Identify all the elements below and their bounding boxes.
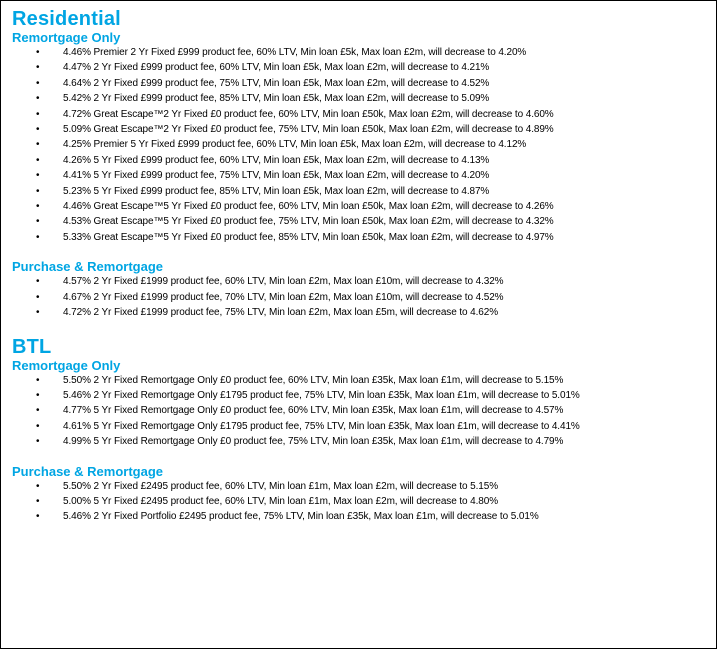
rate-item — [12, 419, 712, 434]
rate-item — [12, 274, 712, 289]
rate-item — [12, 60, 712, 75]
rate-item — [12, 373, 712, 388]
document-content — [12, 8, 712, 525]
rate-item — [12, 122, 712, 137]
rate-text: 4.72% Great Escape™2 Yr Fixed £0 product fee, 60% LTV, Min loan £50k, Max loan £2m, will decrease to 4.60% — [63, 108, 554, 120]
bullet-icon: • — [36, 436, 40, 448]
rate-item — [12, 290, 712, 305]
bullet-icon: • — [36, 139, 40, 151]
rate-text: 5.42% 2 Yr Fixed £999 product fee, 85% LTV, Min loan £5k, Max loan £2m, will decrease to 5.09% — [63, 93, 490, 105]
rate-text: 4.46% Premier 2 Yr Fixed £999 product fee, 60% LTV, Min loan £5k, Max loan £2m, will decrease to 4.20% — [63, 47, 527, 58]
rate-text: 4.41% 5 Yr Fixed £999 product fee, 75% LTV, Min loan £5k, Max loan £2m, will decrease to 4.20% — [63, 170, 490, 182]
rate-text: 4.57% 2 Yr Fixed £1999 product fee, 60% LTV, Min loan £2m, Max loan £10m, will decrease to 4.32% — [63, 276, 504, 288]
rate-item — [12, 76, 712, 91]
rate-text: 4.25% Premier 5 Yr Fixed £999 product fee, 60% LTV, Min loan £5k, Max loan £2m, will decrease to 4.12% — [63, 139, 527, 151]
bullet-icon: • — [36, 216, 40, 228]
rate-item — [12, 388, 712, 403]
bullet-icon: • — [36, 201, 40, 213]
bullet-icon: • — [36, 276, 40, 288]
rate-item — [12, 153, 712, 168]
rate-list — [12, 45, 712, 245]
bullet-icon: • — [36, 495, 40, 507]
rate-item — [12, 168, 712, 183]
rate-list — [12, 373, 712, 450]
rate-item — [12, 214, 712, 229]
rate-item — [12, 434, 712, 449]
section-title: BTL — [12, 335, 52, 358]
rate-text: 4.61% 5 Yr Fixed Remortgage Only £1795 product fee, 75% LTV, Min loan £35k, Max loan £1m, will decrease to 4.41% — [63, 420, 580, 432]
rate-item — [12, 91, 712, 106]
rate-text: 4.46% Great Escape™5 Yr Fixed £0 product fee, 60% LTV, Min loan £50k, Max loan £2m, will decrease to 4.26% — [63, 201, 554, 213]
bullet-icon: • — [36, 62, 40, 74]
group-title: Remortgage Only — [12, 357, 121, 373]
bullet-icon: • — [36, 47, 40, 58]
bullet-icon: • — [36, 185, 40, 197]
rate-text: 5.46% 2 Yr Fixed Remortgage Only £1795 product fee, 75% LTV, Min loan £35k, Max loan £1m, will decrease to 5.01% — [63, 389, 580, 401]
rate-item — [12, 184, 712, 199]
group-residential-purchase-remortgage — [12, 259, 712, 320]
rate-text: 4.77% 5 Yr Fixed Remortgage Only £0 product fee, 60% LTV, Min loan £35k, Max loan £1m, will decrease to 4.57% — [63, 405, 564, 417]
bullet-icon: • — [36, 480, 40, 492]
bullet-icon: • — [36, 374, 40, 386]
bullet-icon: • — [36, 231, 40, 243]
rate-item — [12, 305, 712, 320]
group-btl-remortgage-only — [12, 358, 712, 450]
bullet-icon: • — [36, 108, 40, 120]
bullet-icon: • — [36, 307, 40, 319]
rate-item — [12, 494, 712, 509]
bullet-icon: • — [36, 77, 40, 89]
rate-item — [12, 479, 712, 494]
section-btl — [12, 336, 712, 525]
rate-text: 5.50% 2 Yr Fixed £2495 product fee, 60% LTV, Min loan £1m, Max loan £2m, will decrease to 5.15% — [63, 480, 499, 492]
rate-item — [12, 45, 712, 60]
rate-text: 5.23% 5 Yr Fixed £999 product fee, 85% LTV, Min loan £5k, Max loan £2m, will decrease to 4.87% — [63, 185, 490, 197]
rate-text: 5.50% 2 Yr Fixed Remortgage Only £0 product fee, 60% LTV, Min loan £35k, Max loan £1m, will decrease to 5.15% — [63, 374, 564, 386]
bullet-icon: • — [36, 389, 40, 401]
rate-item — [12, 509, 712, 524]
rate-text: 4.53% Great Escape™5 Yr Fixed £0 product fee, 75% LTV, Min loan £50k, Max loan £2m, will decrease to 4.32% — [63, 216, 554, 228]
rate-text: 4.67% 2 Yr Fixed £1999 product fee, 70% LTV, Min loan £2m, Max loan £10m, will decrease to 4.52% — [63, 291, 504, 303]
bullet-icon: • — [36, 405, 40, 417]
rate-text: 4.99% 5 Yr Fixed Remortgage Only £0 product fee, 75% LTV, Min loan £35k, Max loan £1m, will decrease to 4.79% — [63, 436, 564, 448]
rate-item — [12, 137, 712, 152]
rate-item — [12, 107, 712, 122]
rate-text: 5.46% 2 Yr Fixed Portfolio £2495 product fee, 75% LTV, Min loan £35k, Max loan £1m, will decrease to 5.01% — [63, 511, 539, 523]
rate-text: 5.33% Great Escape™5 Yr Fixed £0 product fee, 85% LTV, Min loan £50k, Max loan £2m, will decrease to 4.97% — [63, 231, 554, 243]
group-btl-purchase-remortgage — [12, 464, 712, 525]
section-title: Residential — [12, 8, 121, 30]
group-title: Purchase & Remortgage — [12, 463, 163, 479]
bullet-icon: • — [36, 154, 40, 166]
group-residential-remortgage-only — [12, 30, 712, 245]
rate-item — [12, 199, 712, 214]
rate-text: 4.72% 2 Yr Fixed £1999 product fee, 75% LTV, Min loan £2m, Max loan £5m, will decrease to 4.62% — [63, 307, 499, 319]
rate-text: 4.26% 5 Yr Fixed £999 product fee, 60% LTV, Min loan £5k, Max loan £2m, will decrease to 4.13% — [63, 154, 490, 166]
bullet-icon: • — [36, 93, 40, 105]
group-title: Remortgage Only — [12, 30, 121, 45]
rate-item — [12, 230, 712, 245]
section-residential — [12, 8, 712, 321]
group-title: Purchase & Remortgage — [12, 259, 163, 275]
bullet-icon: • — [36, 420, 40, 432]
rate-list — [12, 274, 712, 320]
bullet-icon: • — [36, 124, 40, 136]
bullet-icon: • — [36, 170, 40, 182]
rate-item — [12, 403, 712, 418]
bullet-icon: • — [36, 511, 40, 523]
rate-text: 4.64% 2 Yr Fixed £999 product fee, 75% LTV, Min loan £5k, Max loan £2m, will decrease to 4.52% — [63, 77, 490, 89]
rate-list — [12, 479, 712, 525]
bullet-icon: • — [36, 291, 40, 303]
rate-text: 4.47% 2 Yr Fixed £999 product fee, 60% LTV, Min loan £5k, Max loan £2m, will decrease to 4.21% — [63, 62, 490, 74]
rate-text: 5.09% Great Escape™2 Yr Fixed £0 product fee, 75% LTV, Min loan £50k, Max loan £2m, will decrease to 4.89% — [63, 124, 554, 136]
rate-text: 5.00% 5 Yr Fixed £2495 product fee, 60% LTV, Min loan £1m, Max loan £2m, will decrease to 4.80% — [63, 495, 499, 507]
